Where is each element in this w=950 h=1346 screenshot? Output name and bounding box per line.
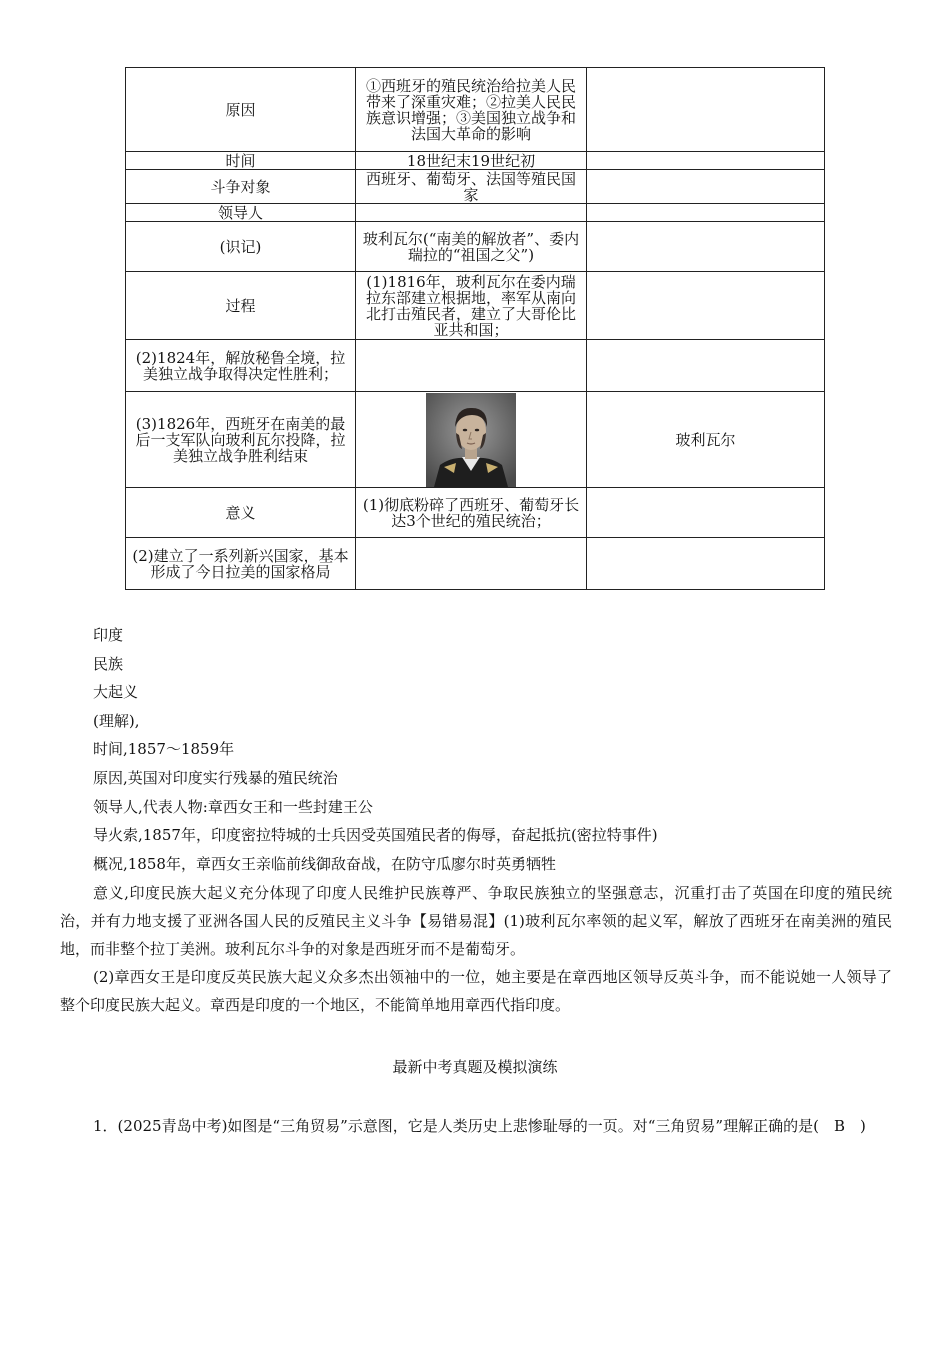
- table-cell-c3: [587, 488, 825, 538]
- table-cell-c1: (2)1824年，解放秘鲁全境，拉美独立战争取得决定性胜利；: [126, 340, 356, 392]
- notes-block: [60, 879, 892, 1019]
- table-row: [126, 340, 825, 392]
- table-cell-c1: 时间: [126, 152, 356, 170]
- table-cell-c1: 斗争对象: [126, 170, 356, 204]
- table-cell-c1: 过程: [126, 272, 356, 340]
- table-row: [126, 488, 825, 538]
- table-cell-c2: 西班牙、葡萄牙、法国等殖民国家: [356, 170, 587, 204]
- text-line: 领导人,代表人物:章西女王和一些封建王公: [93, 798, 373, 816]
- table-cell-c1: (识记): [126, 222, 356, 272]
- text-line: 导火索,1857年，印度密拉特城的士兵因受英国殖民者的侮辱，奋起抵抗(密拉特事件): [93, 826, 658, 844]
- table-cell-c3: [587, 272, 825, 340]
- bolivar-portrait-icon: [426, 393, 516, 487]
- revolution-table: [125, 67, 825, 590]
- table-cell-c3: [587, 340, 825, 392]
- table-row: [126, 68, 825, 152]
- table-cell-c1: 意义: [126, 488, 356, 538]
- table-cell-c2: [356, 538, 587, 590]
- table-cell-c3: [587, 152, 825, 170]
- table-cell-c2: 玻利瓦尔(“南美的解放者”、委内瑞拉的“祖国之父”): [356, 222, 587, 272]
- table-cell-c3: [587, 538, 825, 590]
- section-title: 最新中考真题及模拟演练: [392, 1058, 558, 1076]
- table-cell-c3: [587, 68, 825, 152]
- table-cell-c1: (3)1826年，西班牙在南美的最后一支军队向玻利瓦尔投降，拉美独立战争胜利结束: [126, 392, 356, 488]
- table-cell-c3: [587, 170, 825, 204]
- table-cell-c3: 玻利瓦尔: [587, 392, 825, 488]
- text-line: 印度: [93, 626, 124, 644]
- table-row: [126, 222, 825, 272]
- table-cell-c3: [587, 204, 825, 222]
- table-cell-c2: [356, 340, 587, 392]
- text-line: 民族: [93, 655, 124, 673]
- table-cell-c2: (1)彻底粉碎了西班牙、葡萄牙长达3个世纪的殖民统治；: [356, 488, 587, 538]
- table-row: [126, 170, 825, 204]
- table-row: [126, 392, 825, 488]
- text-line: 大起义: [93, 683, 139, 701]
- table-cell-c2: 18世纪末19世纪初: [356, 152, 587, 170]
- table-cell-c2: [356, 204, 587, 222]
- table-row: [126, 272, 825, 340]
- table-cell-c2: ①西班牙的殖民统治给拉美人民带来了深重灾难；②拉美人民民族意识增强；③美国独立战争和法国大革命的影响: [356, 68, 587, 152]
- table-cell-c3: [587, 222, 825, 272]
- table-cell-c1: 领导人: [126, 204, 356, 222]
- table-cell-c1: 原因: [126, 68, 356, 152]
- question-1: 1．(2025青岛中考)如图是“三角贸易”示意图，它是人类历史上悲惨耻辱的一页。对“三角贸易”理解正确的是( B ): [93, 1117, 866, 1135]
- table-row: [126, 204, 825, 222]
- table-cell-c2: (1)1816年，玻利瓦尔在委内瑞拉东部建立根据地，率军从南向北打击殖民者，建立了大哥伦比亚共和国；: [356, 272, 587, 340]
- text-line: 原因,英国对印度实行残暴的殖民统治: [93, 769, 338, 787]
- table-row: [126, 538, 825, 590]
- table-cell-c2: [356, 392, 587, 488]
- text-line: 概况,1858年，章西女王亲临前线御敌奋战，在防守瓜廖尔时英勇牺牲: [93, 855, 556, 873]
- table-row: [126, 152, 825, 170]
- text-line: 时间,1857～1859年: [93, 740, 235, 758]
- table-cell-c1: (2)建立了一系列新兴国家，基本形成了今日拉美的国家格局: [126, 538, 356, 590]
- error-note-paragraph: (2)章西女王是印度反英民族大起义众多杰出领袖中的一位，她主要是在章西地区领导反英斗争，而不能说她一人领导了整个印度民族大起义。章西是印度的一个地区，不能简单地用章西代指印度。: [60, 968, 892, 1014]
- significance-paragraph: 意义,印度民族大起义充分体现了印度人民维护民族尊严、争取民族独立的坚强意志，沉重打击了英国在印度的殖民统治，并有力地支援了亚洲各国人民的反殖民主义斗争【易错易混】(1)玻利瓦尔率领的起义军，解放了西班牙在南美洲的殖民地，而非整个拉丁美洲。玻利瓦尔斗争的对象是西班牙而不是葡萄牙。: [60, 884, 892, 958]
- text-line: (理解),: [93, 712, 140, 730]
